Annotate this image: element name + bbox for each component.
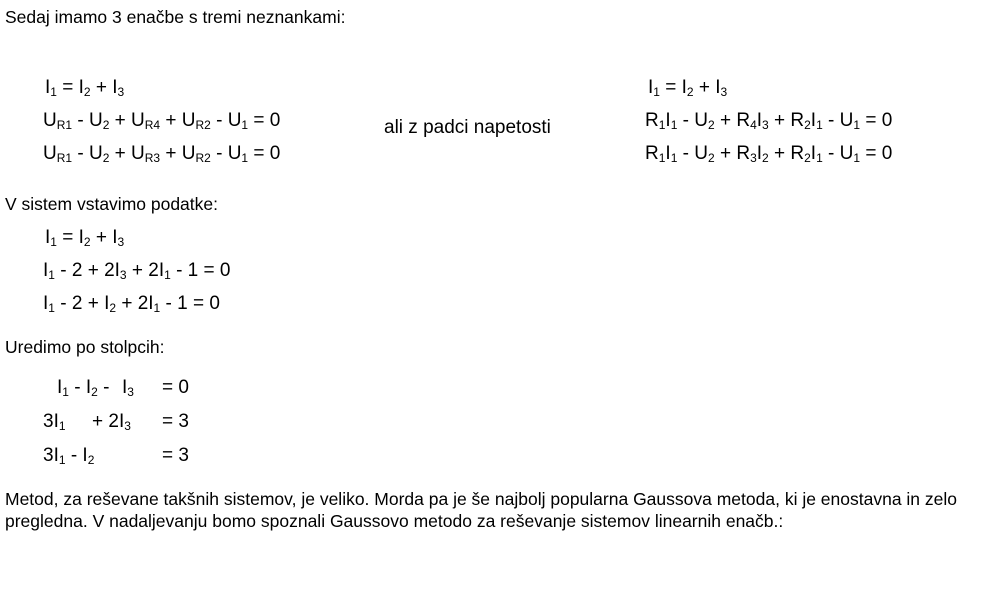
equation-text: = 0	[248, 110, 281, 131]
equation	[45, 77, 124, 100]
subscript: 1	[670, 118, 678, 132]
equation-text: - U	[677, 143, 708, 164]
equation-text: + R	[768, 110, 805, 131]
equation-text: - 1 = 0	[160, 293, 220, 314]
equation-text: + I	[693, 77, 721, 98]
equation-text: - U	[822, 110, 854, 131]
subscript: 1	[658, 118, 666, 132]
equation-text: U	[43, 110, 57, 131]
subscript: 2	[686, 85, 694, 99]
subscript: 3	[124, 419, 131, 433]
equation-text: - 2 + I	[54, 293, 110, 314]
equation-text: = 0	[860, 143, 893, 164]
subscript: 3	[117, 85, 125, 99]
equation-text: + 2I	[116, 293, 154, 314]
equation-text: = I	[659, 77, 687, 98]
equation-text: - U	[210, 110, 242, 131]
equation-text: + R	[714, 143, 751, 164]
subscript: 1	[153, 301, 161, 315]
subscript: R2	[195, 151, 211, 165]
subscript: 2	[91, 385, 98, 399]
column-term-a	[43, 411, 66, 434]
subscript: 2	[109, 301, 117, 315]
subscript: 1	[50, 85, 57, 99]
intro-text: Sedaj imamo 3 enačbe s tremi neznankami:	[5, 7, 346, 27]
equation-text: U	[43, 143, 57, 164]
equation-text: - 1 = 0	[170, 260, 231, 281]
insert-heading: V sistem vstavimo podatke:	[5, 194, 218, 214]
subscript: 2	[804, 118, 811, 132]
equation-text: + I	[90, 227, 118, 248]
equation-text: - U	[72, 143, 103, 164]
subscript: 1	[48, 268, 55, 282]
equation-text: + I	[90, 77, 118, 98]
equation-text: I	[665, 110, 671, 131]
subscript: 1	[241, 118, 249, 132]
subscript: R3	[144, 151, 161, 165]
equation	[45, 227, 124, 250]
subscript: 1	[241, 151, 249, 165]
equation-text: - I	[68, 377, 92, 398]
subscript: 1	[853, 151, 861, 165]
column-term-b	[122, 377, 134, 400]
subscript: 3	[117, 235, 125, 249]
subscript: 2	[762, 151, 769, 165]
subscript: R1	[56, 118, 73, 132]
equation-text: + 2I	[92, 411, 125, 432]
equation-text: + U	[109, 143, 145, 164]
equation-text: I	[45, 77, 51, 98]
equation	[43, 293, 220, 316]
column-term-b	[92, 411, 131, 434]
column-term-c	[162, 411, 189, 433]
equation-text: I	[122, 377, 128, 398]
equation-text: + U	[109, 110, 145, 131]
equation-text: + U	[160, 143, 196, 164]
subscript: 1	[58, 453, 66, 467]
subscript: 1	[658, 151, 666, 165]
subscript: 1	[670, 151, 678, 165]
subscript: 1	[48, 301, 55, 315]
equation-text: = 3	[162, 445, 189, 466]
column-term-a	[43, 445, 94, 468]
equation-text: - U	[210, 143, 242, 164]
subscript: 3	[127, 385, 134, 399]
subscript: 2	[102, 151, 110, 165]
equation-text: = 0	[248, 143, 281, 164]
subscript: 1	[62, 385, 69, 399]
equation-text: R	[645, 143, 659, 164]
column-term-c	[162, 377, 189, 399]
paragraph: Metod, za reševane takšnih sistemov, je veliko. Morda pa je še najbolj popularna Gaussova metoda, ki je enostavna in zelo pregledna. V nadaljevanju bomo spoznali Gaussovo metodo za reševanje sistemov linearnih enačb.:	[5, 489, 958, 531]
equation-text: I	[665, 143, 671, 164]
subscript: 1	[58, 419, 66, 433]
equation-text: I	[810, 143, 817, 164]
subscript: 3	[119, 268, 127, 282]
equation	[43, 260, 230, 283]
equation-text: - U	[822, 143, 854, 164]
subscript: 2	[708, 151, 715, 165]
equation-text: + R	[768, 143, 805, 164]
subscript: 2	[708, 118, 715, 132]
subscript: 1	[653, 85, 660, 99]
subscript: 2	[83, 235, 91, 249]
equation-text: I	[756, 110, 763, 131]
equation-text: - I	[65, 445, 88, 466]
equation-text: I	[43, 260, 49, 281]
column-term-c	[162, 445, 189, 467]
equation	[648, 77, 727, 100]
middle-label: ali z padci napetosti	[384, 117, 551, 138]
equation-text: I	[756, 143, 763, 164]
subscript: 1	[853, 118, 861, 132]
subscript: 1	[164, 268, 171, 282]
columns-heading: Uredimo po stolpcih:	[5, 337, 165, 357]
subscript: 1	[816, 118, 823, 132]
subscript: 2	[87, 453, 95, 467]
equation-text: = 3	[162, 411, 189, 432]
subscript: 3	[720, 85, 728, 99]
equation	[645, 143, 892, 166]
subscript: 2	[804, 151, 811, 165]
subscript: 2	[102, 118, 110, 132]
subscript: 2	[83, 85, 91, 99]
subscript: R4	[144, 118, 161, 132]
equation-text: I	[45, 227, 51, 248]
subscript: 1	[816, 151, 823, 165]
column-term-a	[57, 377, 109, 400]
equation-text: - U	[677, 110, 708, 131]
equation	[645, 110, 892, 133]
equation	[43, 143, 280, 166]
subscript: R2	[195, 118, 211, 132]
subscript: 4	[750, 118, 757, 132]
equation-text: I	[810, 110, 817, 131]
equation-text: + R	[714, 110, 751, 131]
equation-text: + U	[160, 110, 196, 131]
subscript: 3	[762, 118, 769, 132]
equation	[43, 110, 280, 133]
equation-text: R	[645, 110, 659, 131]
equation-text: - 2 + 2I	[54, 260, 120, 281]
equation-text: - U	[72, 110, 103, 131]
equation-text: + 2I	[126, 260, 165, 281]
equation-text: I	[43, 293, 49, 314]
subscript: 1	[50, 235, 57, 249]
equation-text: = I	[56, 227, 84, 248]
equation-text: 3I	[43, 445, 59, 466]
equation-text: = I	[56, 77, 84, 98]
equation-text: = 0	[860, 110, 893, 131]
equation-text: = 0	[162, 377, 189, 398]
equation-text: I	[57, 377, 63, 398]
equation-text: -	[97, 377, 110, 398]
equation-text: I	[648, 77, 654, 98]
subscript: R1	[56, 151, 73, 165]
subscript: 3	[750, 151, 757, 165]
equation-text: 3I	[43, 411, 59, 432]
